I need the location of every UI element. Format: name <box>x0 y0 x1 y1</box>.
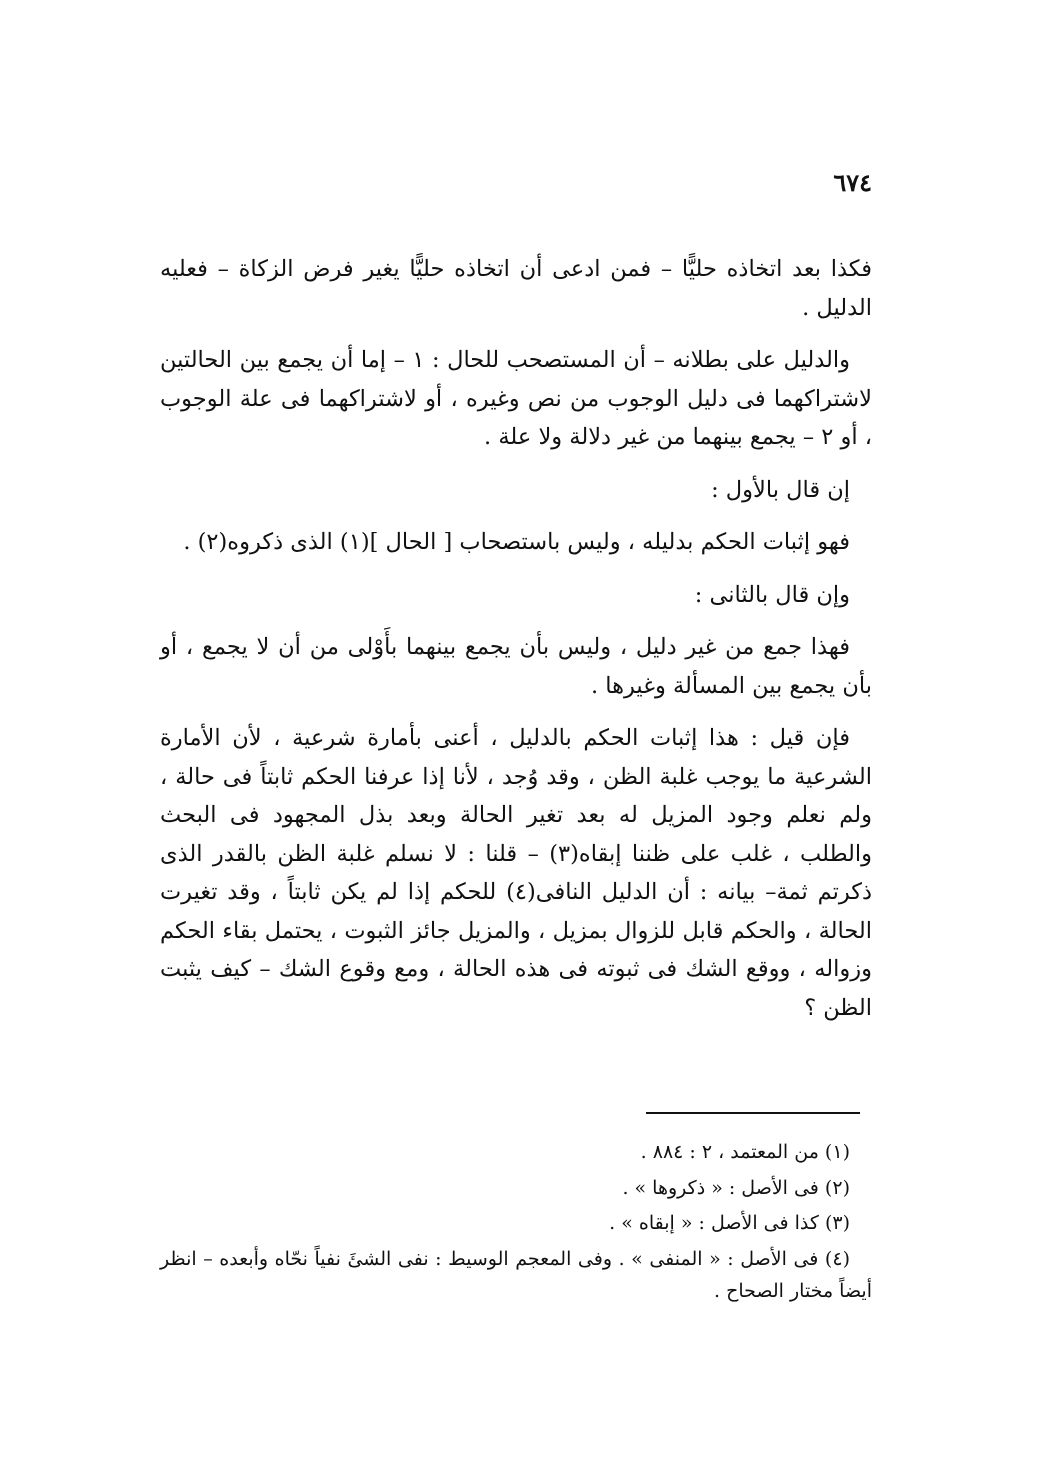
paragraph: فهذا جمع من غير دليل ، وليس بأن يجمع بينهما بأَوْلى من أن لا يجمع ، أو بأن يجمع بين المسألة وغيرها . <box>160 634 872 699</box>
footnotes <box>160 1136 872 1311</box>
footnote: (١) من المعتمد ، ٢ : ٨٨٤ . <box>640 1141 850 1163</box>
page-number: ٦٧٤ <box>833 168 872 197</box>
footnote: (٢) فى الأصل : « ذكروها » . <box>622 1176 850 1199</box>
main-text <box>160 250 872 1041</box>
footnote-divider <box>646 1112 860 1114</box>
paragraph-heading: إن قال بالأول : <box>711 476 850 503</box>
paragraph: فكذا بعد اتخاذه حليًّا – فمن ادعى أن اتخاذه حليًّا يغير فرض الزكاة – فعليه الدليل . <box>160 256 872 321</box>
paragraph: والدليل على بطلانه – أن المستصحب للحال : ١ – إما أن يجمع بين الحالتين لاشتراكهما فى دليل الوجوب من نص وغيره ، أو لاشتراكهما فى علة الوجوب ، أو ٢ – يجمع بينهما من غير دلالة ولا علة . <box>160 347 872 450</box>
paragraph-heading: وإن قال بالثانى : <box>694 581 850 608</box>
footnote: (٤) فى الأصل : « المنفى » . وفى المعجم الوسيط : نفى الشئَ نفياً نحّاه وأبعده – انظر أيضاً مختار الصحاح . <box>160 1247 872 1302</box>
paragraph: فهو إثبات الحكم بدليله ، وليس باستصحاب [ الحال ](١) الذى ذكروه(٢) . <box>183 529 850 555</box>
footnote: (٣) كذا فى الأصل : « إبقاه » . <box>609 1212 850 1234</box>
paragraph: فإن قيل : هذا إثبات الحكم بالدليل ، أعنى بأمارة شرعية ، لأن الأمارة الشرعية ما يوجب غلبة الظن ، وقد وُجد ، لأنا إذا عرفنا الحكم ثابتاً فى حالة ، ولم نعلم وجود المزيل له بعد تغير الحالة وبعد بذل المجهود فى البحث والطلب ، غلب على ظننا إبقاه(٣) – قلنا : لا نسلم غلبة الظن بالقدر الذى ذكرتم ثمة– بيانه : أن الدليل النافى(٤) للحكم إذا لم يكن ثابتاً ، وقد تغيرت الحالة ، والحكم قابل للزوال بمزيل ، والمزيل جائز الثبوت ، يحتمل بقاء الحكم وزواله ، ووقع الشك فى ثبوته فى هذه الحالة ، ومع وقوع الشك – كيف يثبت الظن ؟ <box>160 725 873 1021</box>
